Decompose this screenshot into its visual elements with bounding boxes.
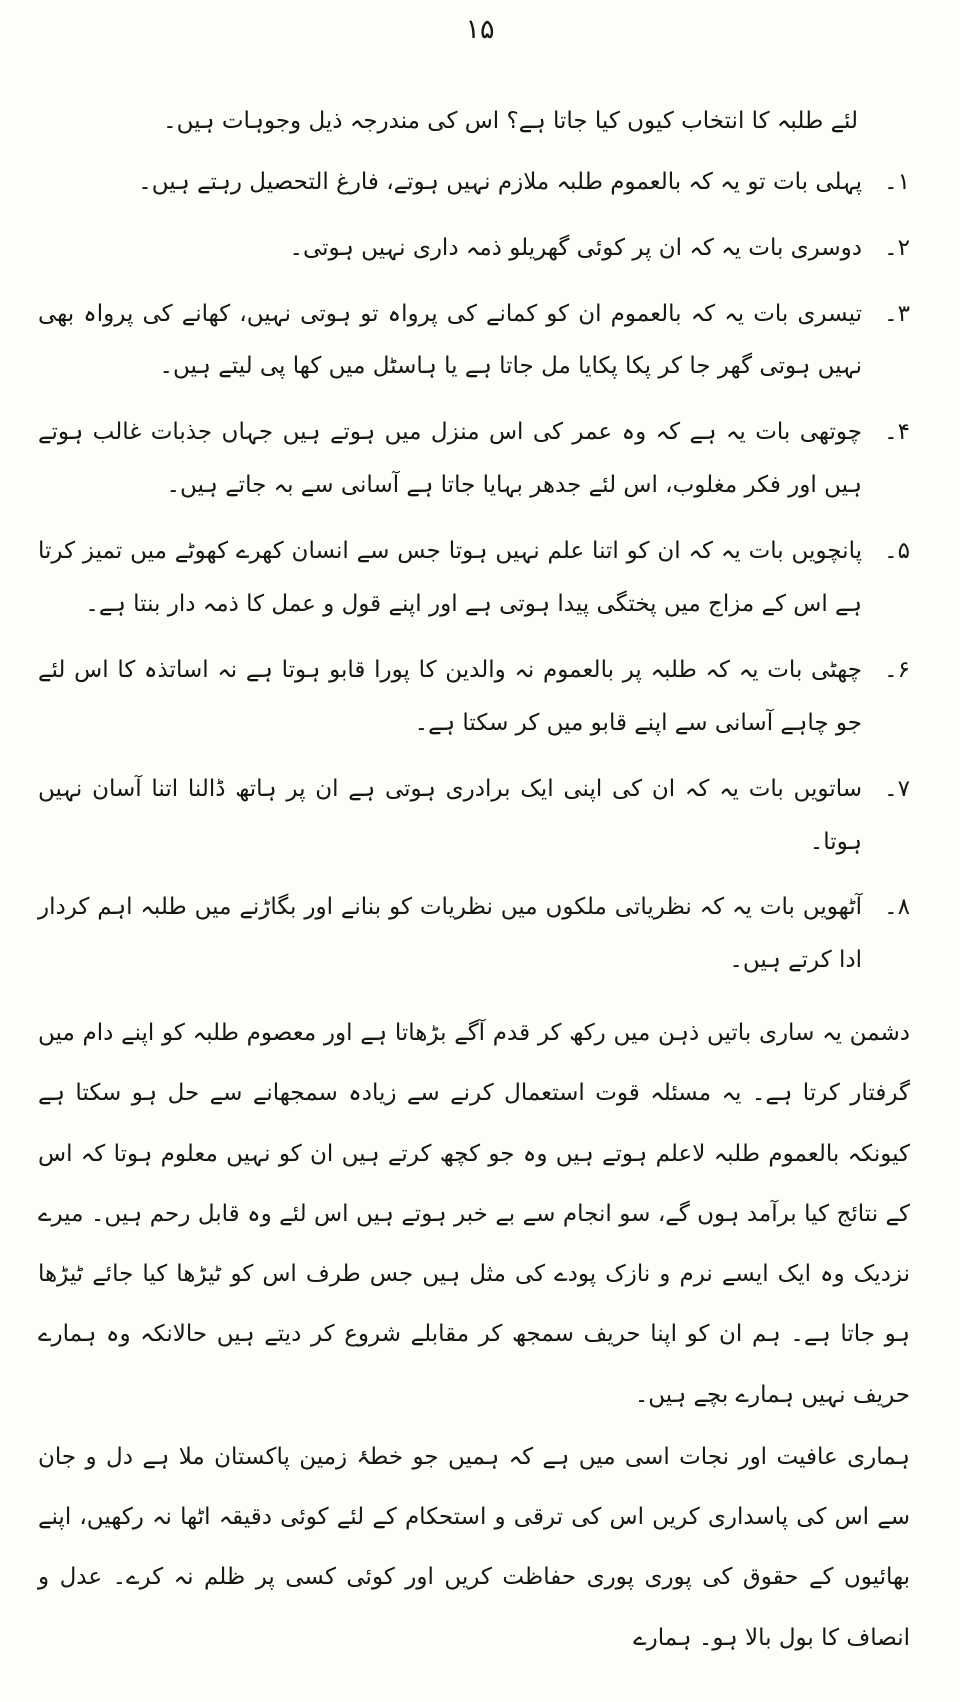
list-item-2: [38, 222, 910, 275]
list-item-number: ۱۔: [884, 168, 910, 195]
list-item-text: تیسری بات یہ کہ بالعموم ان کو کمانے کی پرواہ تو ہوتی نہیں، کھانے کی پرواہ بھی نہیں ہوتی گھر جا کر پکا پکایا مل جاتا ہے یا ہاسٹل میں کھا پی لیتے ہیں۔: [38, 300, 862, 380]
paragraph-conclusion: ہماری عافیت اور نجات اسی میں ہے کہ ہمیں جو خطۂ زمین پاکستان ملا ہے دل و جان سے اس کی پاسداری کریں اس کی ترقی و استحکام کے لئے کوئی دقیقہ اٹھا نہ رکھیں، اپنے بھائیوں کے حقوق کی پوری پوری حفاظت کریں اور کوئی کسی پر ظلم نہ کرے۔ عدل و انصاف کا بول بالا ہو۔ ہمارے: [38, 1443, 910, 1651]
list-item-1: [38, 156, 910, 209]
list-item-text: چوتھی بات یہ ہے کہ وہ عمر کی اس منزل میں ہوتے ہیں جہاں جذبات غالب ہوتے ہیں اور فکر مغلوب، اس لئے جدھر بہایا جاتا ہے آسانی سے بہ جاتے ہیں۔: [38, 419, 862, 499]
list-item-5: [38, 525, 910, 631]
list-item-text: دوسری بات یہ کہ ان پر کوئی گھریلو ذمہ داری نہیں ہوتی۔: [289, 234, 862, 261]
list-item-number: ۷۔: [884, 775, 910, 802]
list-item-4: [38, 406, 910, 512]
list-item-number: ۶۔: [884, 656, 910, 683]
reasons-list: [38, 156, 910, 987]
list-item-text: چھٹی بات یہ کہ طلبہ پر بالعموم نہ والدین کا پورا قابو ہوتا ہے نہ اساتذہ کا اس لئے جو چاہے آسانی سے اپنے قابو میں کر سکتا ہے۔: [38, 656, 862, 736]
paragraph-enemy-tactics: دشمن یہ ساری باتیں ذہن میں رکھ کر قدم آگے بڑھاتا ہے اور معصوم طلبہ کو اپنے دام میں گرفتار کرتا ہے۔ یہ مسئلہ قوت استعمال کرنے سے زیادہ سمجھانے سے حل ہو سکتا ہے کیونکہ بالعموم طلبہ لاعلم ہوتے ہیں وہ جو کچھ کرتے ہیں ان کو نہیں معلوم ہوتا کہ اس کے نتائج کیا برآمد ہوں گے، سو انجام سے بے خبر ہوتے ہیں اس لئے وہ قابل رحم ہیں۔ میرے نزدیک وہ ایک ایسے نرم و نازک پودے کی مثل ہیں جس طرف اس کو ٹیڑھا کیا جائے ٹیڑھا ہو جاتا ہے۔ ہم ان کو اپنا حریف سمجھ کر مقابلے شروع کر دیتے ہیں حالانکہ وہ ہمارے حریف نہیں ہمارے بچے ہیں۔: [38, 1020, 910, 1408]
list-item-number: ۲۔: [884, 234, 910, 261]
list-item-text: آٹھویں بات یہ کہ نظریاتی ملکوں میں نظریات کو بنانے اور بگاڑنے میں طلبہ اہم کردار ادا کرتے ہیں۔: [38, 894, 862, 974]
intro-line: لئے طلبہ کا انتخاب کیوں کیا جاتا ہے؟ اس کی مندرجہ ذیل وجوہات ہیں۔: [163, 108, 858, 134]
list-item-number: ۳۔: [884, 300, 910, 327]
page-content: [38, 96, 910, 1668]
list-item-text: ساتویں بات یہ کہ ان کی اپنی ایک برادری ہوتی ہے ان پر ہاتھ ڈالنا اتنا آسان نہیں ہوتا۔: [38, 775, 862, 855]
list-item-8: [38, 881, 910, 987]
list-item-number: ۵۔: [884, 538, 910, 565]
list-item-number: ۸۔: [884, 894, 910, 921]
list-item-number: ۴۔: [884, 419, 910, 446]
list-item-text: پانچویں بات یہ کہ ان کو اتنا علم نہیں ہوتا جس سے انسان کھرے کھوٹے میں تمیز کرتا ہے اس کے مزاج میں پختگی پیدا ہوتی ہے اور اپنے قول و عمل کا ذمہ دار بنتا ہے۔: [38, 538, 862, 617]
list-item-3: [38, 288, 910, 394]
list-item-text: پہلی بات تو یہ کہ بالعموم طلبہ ملازم نہیں ہوتے، فارغ التحصیل رہتے ہیں۔: [138, 168, 862, 195]
list-item-6: [38, 644, 910, 750]
page-number: ۱۵: [465, 14, 495, 45]
list-item-7: [38, 763, 910, 869]
